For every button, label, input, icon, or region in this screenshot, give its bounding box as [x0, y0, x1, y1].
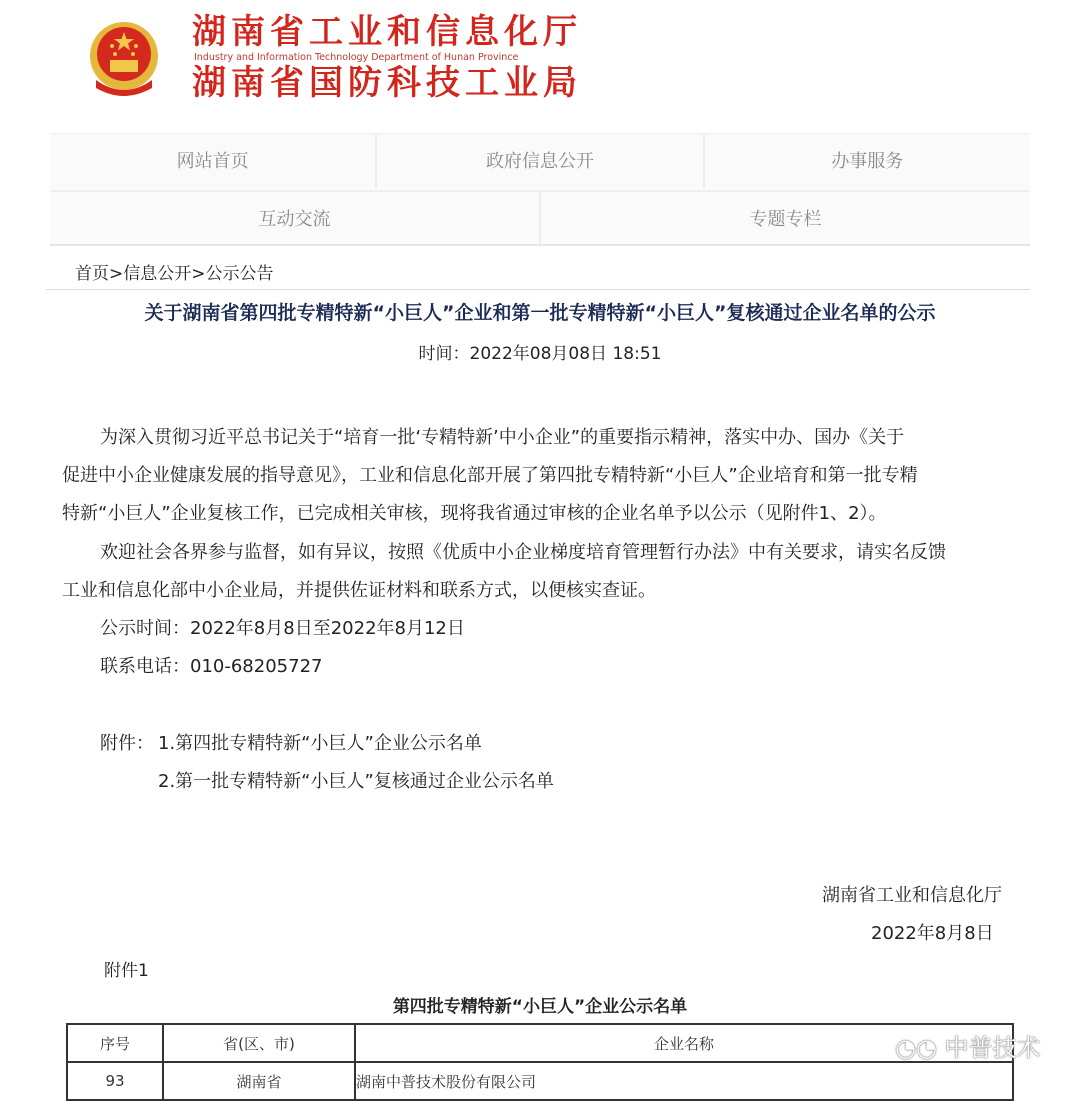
cell-text: 湖南中普技术股份有限公司	[356, 1072, 537, 1091]
annex-table-title: 第四批专精特新“小巨人”企业公示名单	[392, 997, 688, 1017]
nav-services[interactable]: 办事服务	[831, 151, 904, 172]
logo-title-en: Industry and Information Technology Department of Hunan Province	[194, 52, 519, 63]
watermark-text: 中普技术	[944, 1034, 1041, 1062]
header-text: 省(区、市)	[223, 1034, 295, 1053]
nav-interaction[interactable]: 互动交流	[50, 192, 541, 244]
wechat-icon: ◔◔	[895, 1034, 945, 1062]
paragraph-2-line: 欢迎社会各界参与监督，如有异议，按照《优质中小企业梯度培育管理暂行办法》中有关要求，请实名反馈	[100, 542, 946, 563]
paragraph-1-line: 为深入贯彻习近平总书记关于“培育一批‘专精特新’中小企业”的重要指示精神，落实中办、国办《关于	[100, 427, 905, 448]
logo-title-cn: 湖南省工业和信息化厅	[192, 12, 582, 52]
nav-topics[interactable]: 专题专栏	[749, 209, 822, 230]
header-text: 序号	[99, 1034, 130, 1053]
cell-index	[67, 1062, 163, 1100]
watermark	[895, 1035, 1041, 1061]
nav-gov-info[interactable]: 政府信息公开	[377, 134, 704, 189]
header-cell	[67, 1024, 163, 1062]
contact-phone: 联系电话：010-68205727	[100, 656, 323, 677]
cell-text: 93	[105, 1072, 125, 1090]
annex-table	[66, 1023, 1014, 1101]
attachment-link-2[interactable]: 2.第一批专精特新“小巨人”复核通过企业公示名单	[158, 771, 554, 792]
national-emblem-icon	[88, 20, 160, 98]
nav-home[interactable]: 网站首页	[50, 134, 377, 189]
signature-date: 2022年8月8日	[871, 923, 994, 944]
article-title: 关于湖南省第四批专精特新“小巨人”企业和第一批专精特新“小巨人”复核通过企业名单的公示	[144, 302, 936, 324]
paragraph-2-line: 工业和信息化部中小企业局，并提供佐证材料和联系方式，以便核实查证。	[62, 580, 656, 601]
attachment-link-1[interactable]: 1.第四批专精特新“小巨人”企业公示名单	[158, 733, 482, 754]
header-cell	[163, 1024, 355, 1062]
table-row	[67, 1062, 1013, 1100]
table-header-row	[67, 1024, 1013, 1062]
breadcrumb[interactable]: 首页>信息公开>公示公告	[75, 264, 274, 284]
divider	[46, 289, 1030, 290]
attachments-label: 附件：	[100, 733, 154, 754]
article-time: 时间：2022年08月08日 18:51	[418, 344, 662, 364]
paragraph-1-line: 特新“小巨人”企业复核工作，已完成相关审核，现将我省通过审核的企业名单予以公示（见附件1、2）。	[62, 503, 887, 524]
notice-period: 公示时间：2022年8月8日至2022年8月12日	[100, 618, 465, 639]
cell-text: 湖南省	[236, 1072, 282, 1091]
cell-company	[355, 1062, 1013, 1100]
main-nav-row-2	[50, 190, 1030, 246]
signature-org: 湖南省工业和信息化厅	[822, 885, 1002, 906]
cell-province	[163, 1062, 355, 1100]
annex-label: 附件1	[104, 961, 149, 981]
paragraph-1-line: 促进中小企业健康发展的指导意见》，工业和信息化部开展了第四批专精特新“小巨人”企业培育和第一批专精	[62, 465, 918, 486]
logo-subtitle-cn: 湖南省国防科技工业局	[192, 63, 582, 103]
main-nav-row-1	[50, 133, 1030, 189]
header-text: 企业名称	[653, 1034, 714, 1053]
